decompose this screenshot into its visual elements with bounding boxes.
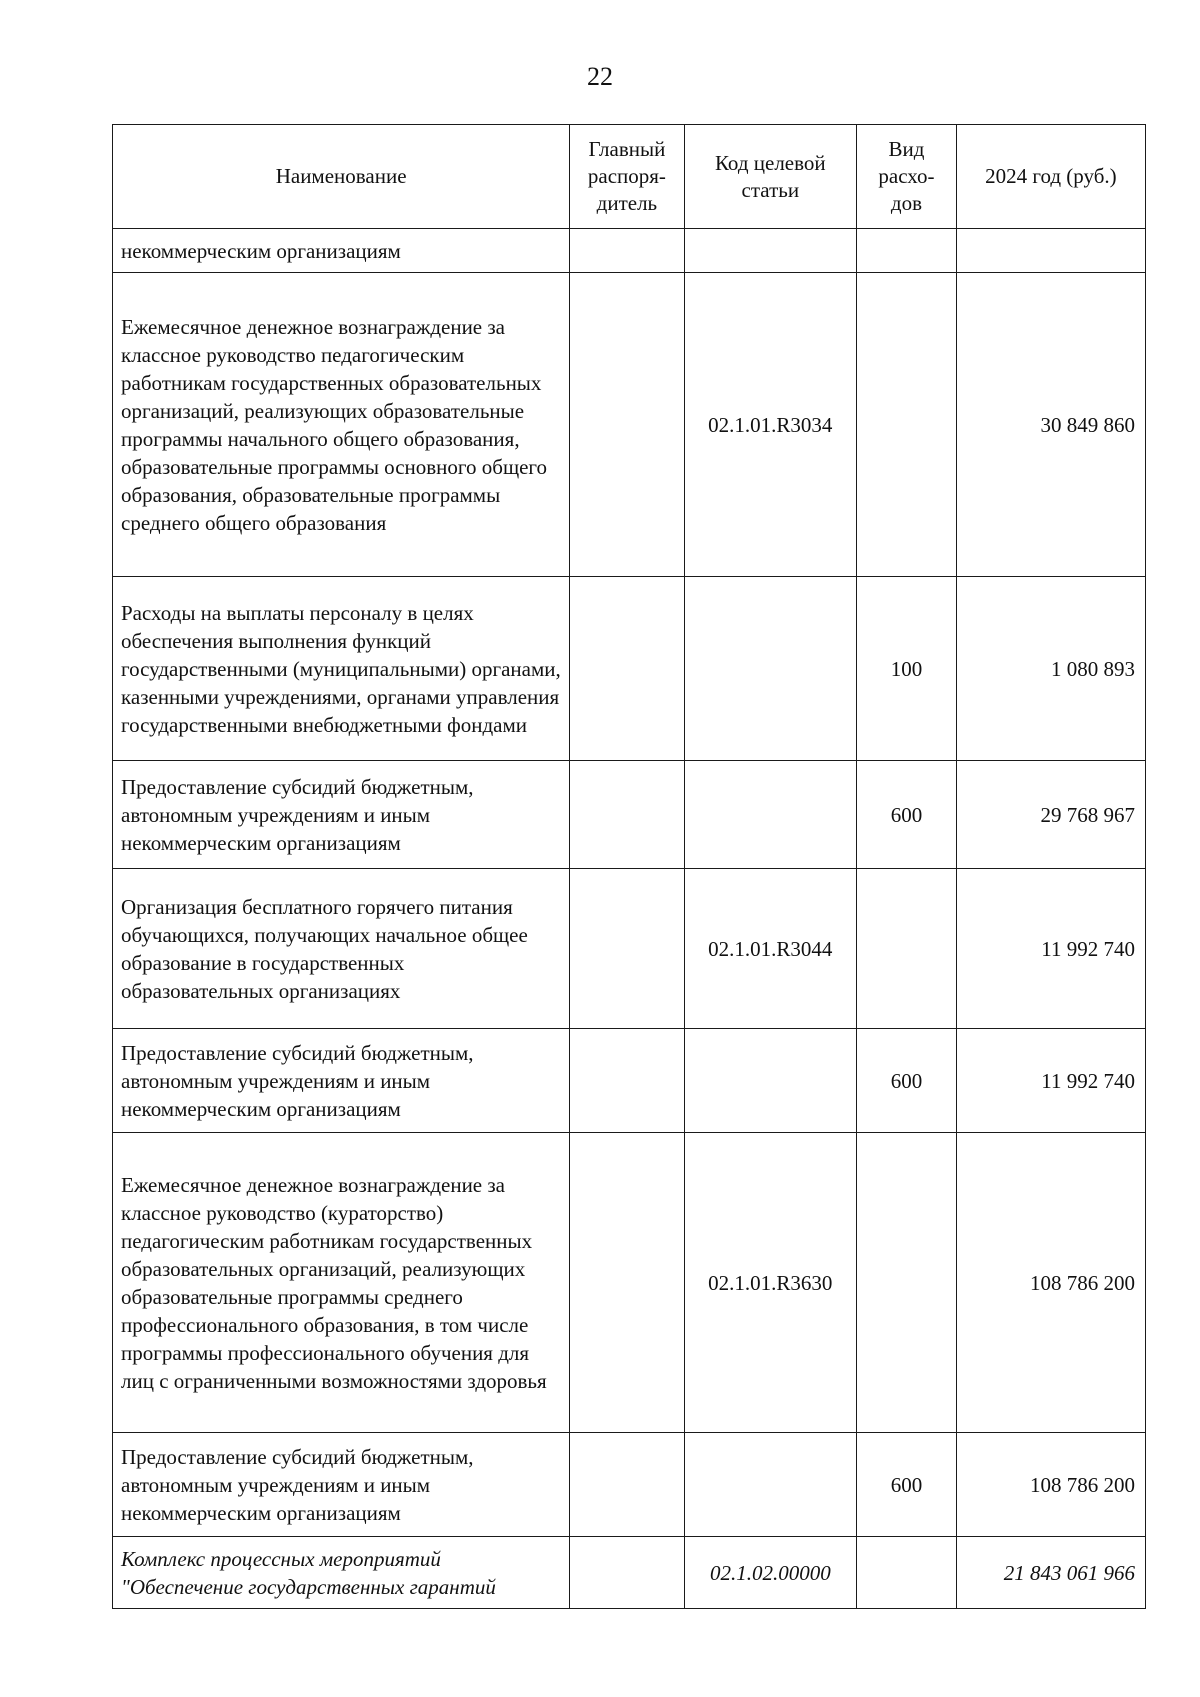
cell-code bbox=[684, 1433, 857, 1537]
table-row bbox=[113, 1133, 1146, 1433]
table-row bbox=[113, 761, 1146, 869]
cell-admin bbox=[570, 1029, 684, 1133]
cell-name: Предоставление субсидий бюджетным, автономным учреждениям и иным некоммерческим организациям bbox=[113, 1029, 570, 1133]
table-header-row bbox=[113, 125, 1146, 229]
cell-type bbox=[857, 273, 957, 577]
cell-admin bbox=[570, 1433, 684, 1537]
cell-type bbox=[857, 1537, 957, 1609]
header-admin: Главный распоря- дитель bbox=[570, 125, 684, 229]
cell-amount: 21 843 061 966 bbox=[956, 1537, 1145, 1609]
cell-code: 02.1.01.R3034 bbox=[684, 273, 857, 577]
cell-code: 02.1.02.00000 bbox=[684, 1537, 857, 1609]
cell-code: 02.1.01.R3630 bbox=[684, 1133, 857, 1433]
cell-code bbox=[684, 761, 857, 869]
table-row bbox=[113, 1029, 1146, 1133]
cell-type: 100 bbox=[857, 577, 957, 761]
header-amount: 2024 год (руб.) bbox=[956, 125, 1145, 229]
cell-admin bbox=[570, 273, 684, 577]
cell-amount: 30 849 860 bbox=[956, 273, 1145, 577]
table-row bbox=[113, 869, 1146, 1029]
cell-amount: 108 786 200 bbox=[956, 1433, 1145, 1537]
cell-amount: 11 992 740 bbox=[956, 869, 1145, 1029]
cell-name: Предоставление субсидий бюджетным, автономным учреждениям и иным некоммерческим организациям bbox=[113, 1433, 570, 1537]
table-row bbox=[113, 577, 1146, 761]
cell-amount: 1 080 893 bbox=[956, 577, 1145, 761]
cell-code bbox=[684, 1029, 857, 1133]
cell-amount: 29 768 967 bbox=[956, 761, 1145, 869]
cell-type bbox=[857, 229, 957, 273]
cell-admin bbox=[570, 577, 684, 761]
cell-type bbox=[857, 869, 957, 1029]
cell-admin bbox=[570, 761, 684, 869]
cell-type: 600 bbox=[857, 1433, 957, 1537]
page-number: 22 bbox=[587, 62, 613, 91]
header-name: Наименование bbox=[113, 125, 570, 229]
cell-admin bbox=[570, 229, 684, 273]
cell-type: 600 bbox=[857, 761, 957, 869]
cell-code: 02.1.01.R3044 bbox=[684, 869, 857, 1029]
table-row bbox=[113, 1433, 1146, 1537]
cell-amount: 108 786 200 bbox=[956, 1133, 1145, 1433]
table-row bbox=[113, 1537, 1146, 1609]
cell-name: Предоставление субсидий бюджетным, автономным учреждениям и иным некоммерческим организациям bbox=[113, 761, 570, 869]
cell-name: Расходы на выплаты персоналу в целях обеспечения выполнения функций государственными (муниципальными) органами, казенными учреждениями, органами управления государственными внебюджетными фондами bbox=[113, 577, 570, 761]
cell-name: Комплекс процессных мероприятий "Обеспечение государственных гарантий bbox=[113, 1537, 570, 1609]
cell-name: Ежемесячное денежное вознаграждение за классное руководство (кураторство) педагогическим работникам государственных образовательных организаций, реализующих образовательные программы среднего профессионального образования, в том числе программы профессионального обучения для лиц с ограниченными возможностями здоровья bbox=[113, 1133, 570, 1433]
cell-name: некоммерческим организациям bbox=[113, 229, 570, 273]
cell-amount bbox=[956, 229, 1145, 273]
header-type: Вид расхо- дов bbox=[857, 125, 957, 229]
cell-name: Ежемесячное денежное вознаграждение за классное руководство педагогическим работникам государственных образовательных организаций, реализующих образовательные программы начального общего образования, образовательные программы основного общего образования, образовательные программы среднего общего образования bbox=[113, 273, 570, 577]
header-code: Код целевой статьи bbox=[684, 125, 857, 229]
cell-type bbox=[857, 1133, 957, 1433]
cell-amount: 11 992 740 bbox=[956, 1029, 1145, 1133]
budget-table bbox=[112, 124, 1146, 1609]
cell-name: Организация бесплатного горячего питания обучающихся, получающих начальное общее образование в государственных образовательных организациях bbox=[113, 869, 570, 1029]
cell-admin bbox=[570, 1537, 684, 1609]
cell-type: 600 bbox=[857, 1029, 957, 1133]
cell-code bbox=[684, 577, 857, 761]
table-row bbox=[113, 229, 1146, 273]
table-body bbox=[113, 229, 1146, 1609]
cell-code bbox=[684, 229, 857, 273]
cell-admin bbox=[570, 1133, 684, 1433]
table-row bbox=[113, 273, 1146, 577]
cell-admin bbox=[570, 869, 684, 1029]
